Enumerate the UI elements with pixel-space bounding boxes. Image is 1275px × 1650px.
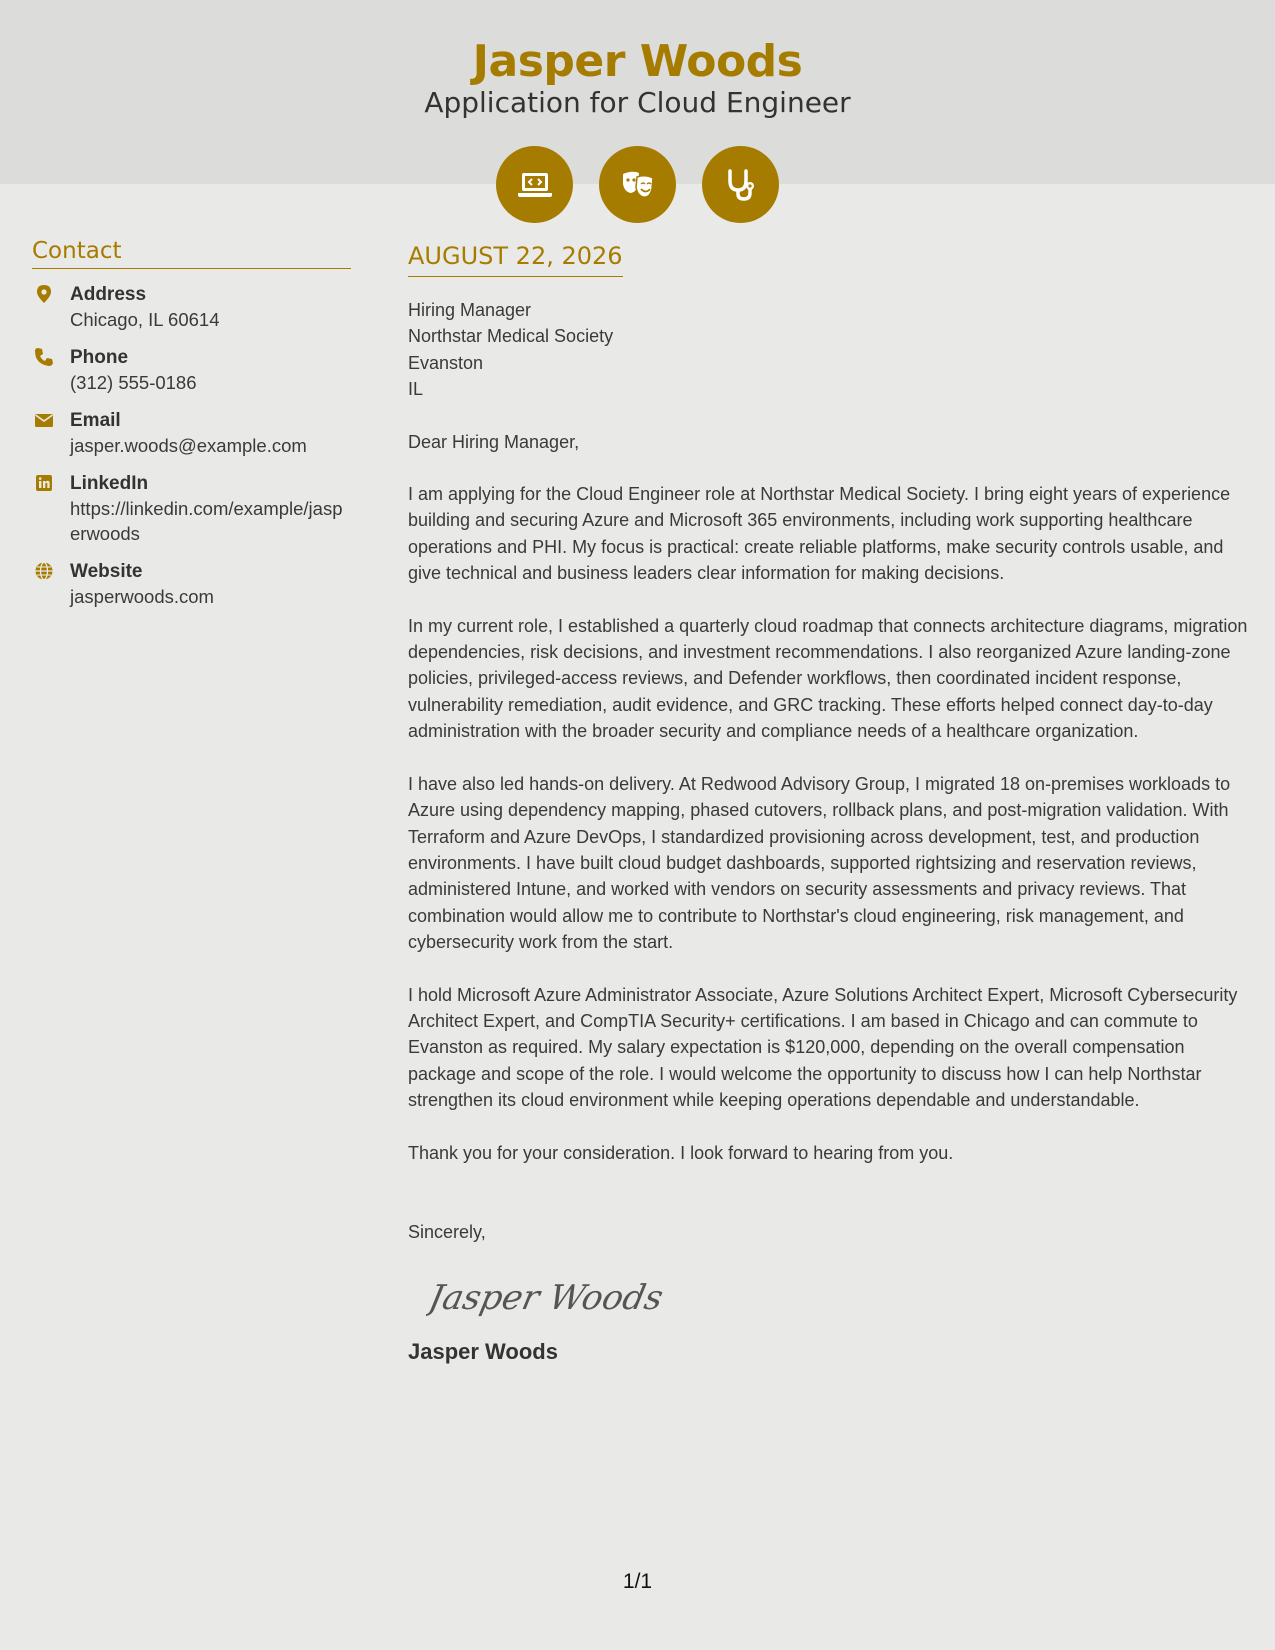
stethoscope-icon — [702, 146, 779, 223]
letter-date: AUGUST 22, 2026 — [408, 242, 623, 277]
recipient-line: Northstar Medical Society — [408, 326, 614, 347]
paragraph: I hold Microsoft Azure Administrator Associate, Azure Solutions Architect Expert, Microsoft Cybersecurity Architect Expert, and CompTIA Security+ certifications. I am based in Chicago and can commute to Evanston as required. My salary expectation is $120,000, depending on the overall compensation package and scope of the role. I would welcome the opportunity to discuss how I can help Northstar strengthen its cloud environment while keeping operations dependable and understandable. — [408, 984, 1238, 1111]
greeting: Dear Hiring Manager, — [408, 431, 580, 452]
contact-heading: Contact — [32, 238, 351, 269]
phone-label: Phone — [70, 347, 129, 368]
contact-linkedin — [32, 471, 351, 546]
website-value[interactable]: jasperwoods.com — [70, 586, 214, 607]
contact-sidebar — [32, 238, 351, 609]
closing: Sincerely, — [408, 1221, 486, 1242]
recipient-line: IL — [408, 379, 424, 400]
application-subtitle: Application for Cloud Engineer — [424, 86, 851, 119]
recipient-line: Hiring Manager — [408, 300, 532, 320]
address-value: Chicago, IL 60614 — [70, 309, 220, 330]
phone-value[interactable]: (312) 555-0186 — [70, 372, 197, 393]
linkedin-value[interactable]: https://linkedin.com/example/jasperwoods — [70, 498, 343, 544]
phone-icon — [34, 347, 54, 367]
contact-address — [32, 282, 351, 332]
email-value[interactable]: jasper.woods@example.com — [70, 435, 307, 456]
signer-name: Jasper Woods — [408, 1339, 558, 1365]
map-pin-icon — [34, 284, 54, 304]
envelope-icon — [34, 410, 54, 430]
paragraph: In my current role, I established a quarterly cloud roadmap that connects architecture diagrams, migration dependencies, risk decisions, and investment recommendations. I also reorganized Azure landing-zone policies, privileged-access reviews, and Defender workflows, then coordinated incident response, vulnerability remediation, audit evidence, and GRC tracking. These efforts helped connect day-to-day administration with the broader security and compliance needs of a healthcare organization. — [408, 615, 1248, 742]
paragraph: Thank you for your consideration. I look forward to hearing from you. — [408, 1142, 954, 1163]
contact-phone — [32, 345, 351, 395]
linkedin-icon — [34, 473, 54, 493]
handwritten-signature — [426, 1267, 1250, 1327]
website-label: Website — [70, 561, 143, 582]
recipient-line: Evanston — [408, 352, 484, 373]
letter-body — [408, 242, 1250, 1365]
applicant-name: Jasper Woods — [472, 36, 803, 87]
contact-email — [32, 408, 351, 458]
recipient-block — [408, 297, 1250, 403]
linkedin-label: LinkedIn — [70, 473, 149, 494]
globe-icon — [34, 561, 54, 581]
theater-masks-icon — [599, 146, 676, 223]
laptop-code-icon — [496, 146, 573, 223]
paragraph: I am applying for the Cloud Engineer role at Northstar Medical Society. I bring eight years of experience building and securing Azure and Microsoft 365 environments, including work supporting healthcare operations and PHI. My focus is practical: create reliable platforms, make security controls usable, and give technical and business leaders clear information for making decisions. — [408, 484, 1231, 584]
email-label: Email — [70, 410, 121, 431]
page-number: 1/1 — [622, 1570, 653, 1593]
header-icon-row — [496, 146, 779, 223]
contact-website — [32, 559, 351, 609]
signature-text: Jasper Woods — [426, 1278, 666, 1319]
letter-paragraphs — [408, 481, 1250, 1166]
address-label: Address — [70, 284, 147, 305]
paragraph: I have also led hands-on delivery. At Redwood Advisory Group, I migrated 18 on-premises workloads to Azure using dependency mapping, phased cutovers, rollback plans, and post-migration validation. With Terraform and Azure DevOps, I standardized provisioning across development, test, and production environments. I have built cloud budget dashboards, supported rightsizing and reservation reviews, administered Intune, and worked with vendors on security assessments and privacy reviews. That combination would allow me to contribute to Northstar's cloud engineering, risk management, and cybersecurity work from the start. — [408, 773, 1231, 953]
